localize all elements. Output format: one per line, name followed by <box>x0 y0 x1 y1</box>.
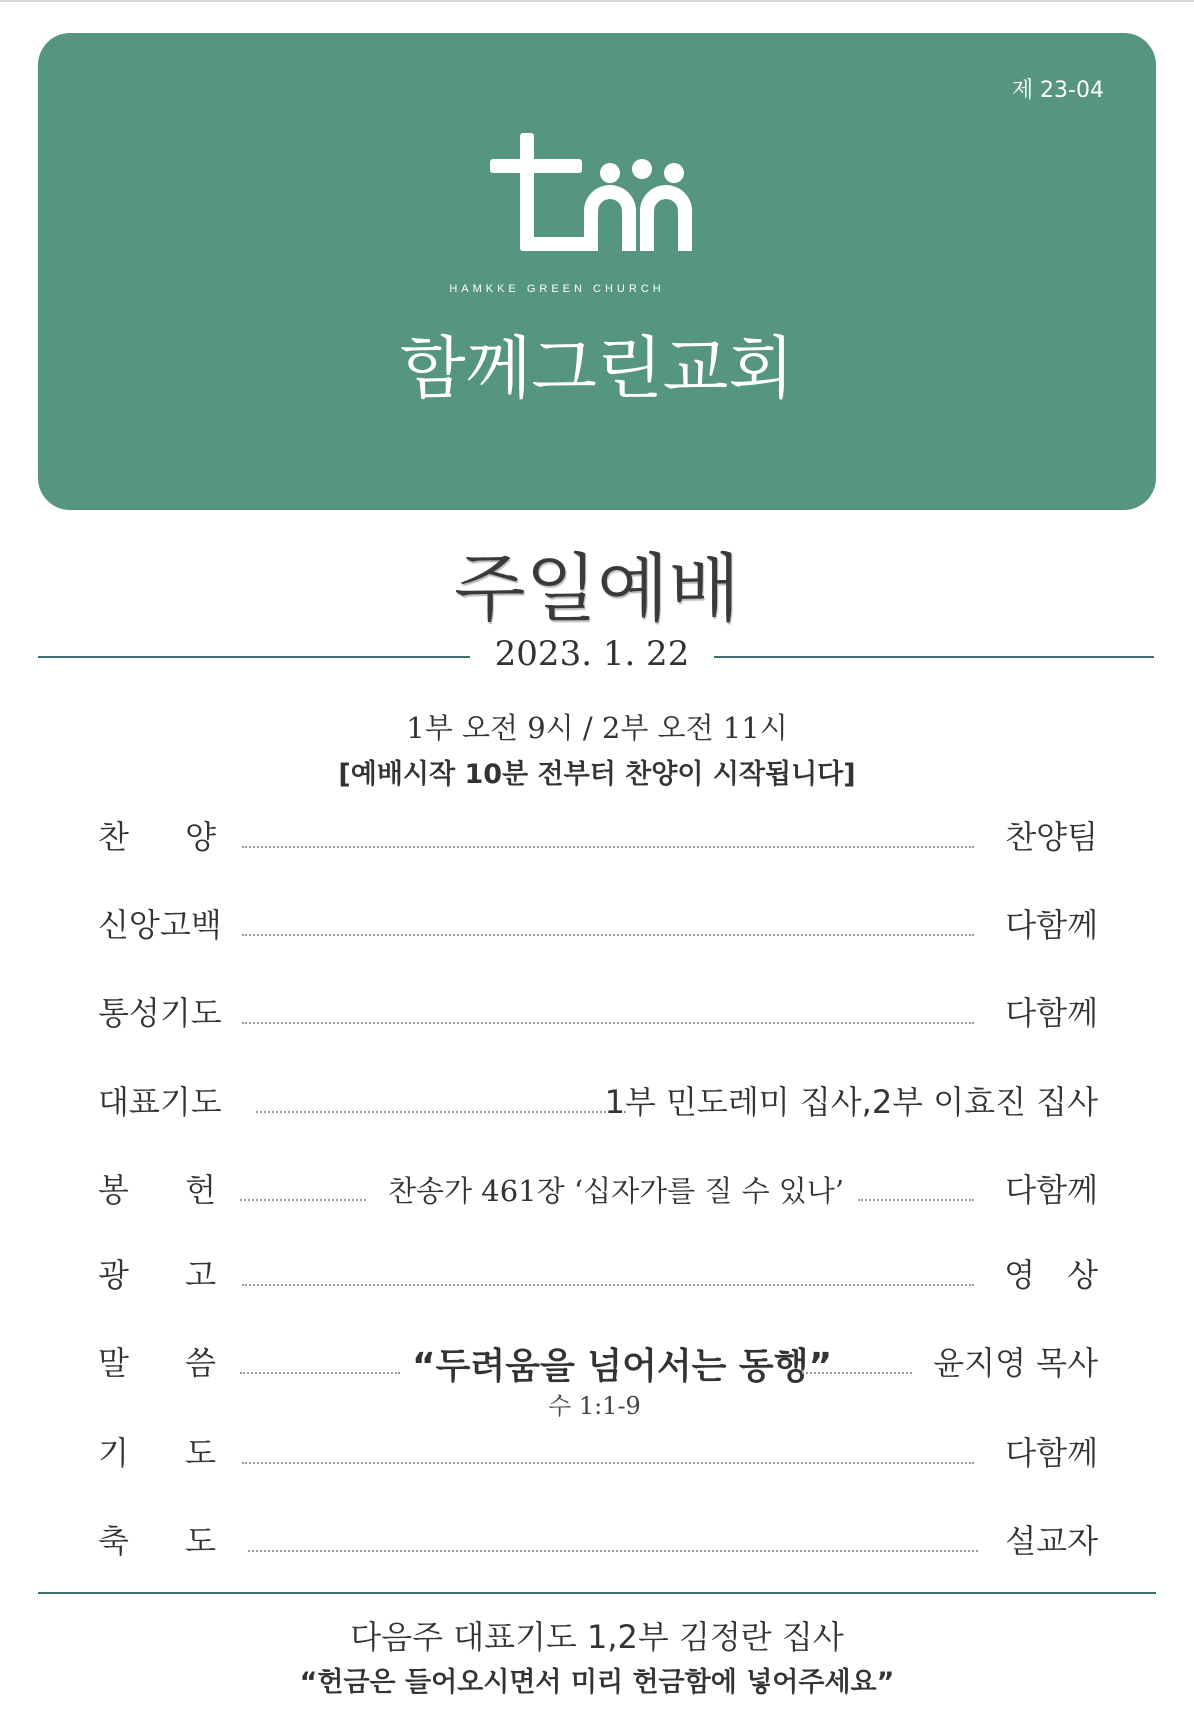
offering-notice: “헌금은 들어오시면서 미리 헌금함에 넣어주세요” <box>299 1667 895 1698</box>
order-row-creed <box>0 900 1194 960</box>
dotted-leader <box>242 846 974 848</box>
next-week-prayer: 다음주 대표기도 1,2부 김정란 집사 <box>350 1618 844 1656</box>
dotted-leader <box>240 1372 400 1374</box>
order-value: 1부 민도레미 집사,2부 이효진 집사 <box>604 1083 1098 1121</box>
order-value: 다함께 <box>1005 1171 1098 1209</box>
order-label: 기 도 <box>98 1434 216 1472</box>
order-row-offering <box>0 1165 1194 1225</box>
top-border <box>0 0 1194 2</box>
order-label: 통 성 기 도 <box>98 994 222 1032</box>
order-value: 다함께 <box>1005 906 1098 944</box>
dotted-leader <box>802 1372 912 1374</box>
date-divider-right <box>714 656 1154 658</box>
order-label: 찬 양 <box>98 818 216 856</box>
dotted-leader <box>242 1022 974 1024</box>
order-row-benediction <box>0 1516 1194 1576</box>
order-label: 말 씀 <box>98 1344 216 1382</box>
order-row-unison-prayer <box>0 988 1194 1048</box>
order-row-praise <box>0 812 1194 872</box>
order-value: 윤지영 목사 <box>933 1344 1098 1382</box>
order-label: 광 고 <box>98 1256 216 1294</box>
order-label: 봉 헌 <box>98 1171 216 1209</box>
order-row-prayer <box>0 1428 1194 1488</box>
order-value: 영 상 <box>1004 1256 1098 1294</box>
order-label: 축 도 <box>98 1522 216 1560</box>
service-title: 주일예배 <box>454 546 740 632</box>
dotted-leader <box>242 1284 974 1286</box>
dotted-leader <box>242 934 974 936</box>
issue-number: 제 23-04 <box>1011 78 1104 103</box>
order-value: 설교자 <box>1005 1522 1098 1560</box>
dotted-leader <box>242 1462 974 1464</box>
sermon-scripture: 수 1:1-9 <box>548 1392 641 1420</box>
service-date: 2023. 1. 22 <box>494 634 690 674</box>
footer-divider <box>38 1592 1156 1594</box>
order-row-sermon <box>0 1338 1194 1420</box>
dotted-leader <box>248 1550 978 1552</box>
order-label: 신 앙 고 백 <box>98 906 222 944</box>
sermon-title: “두려움을 넘어서는 동행” <box>412 1346 833 1387</box>
order-row-announcements <box>0 1250 1194 1310</box>
dotted-leader <box>240 1199 366 1201</box>
service-times: 1부 오전 9시 / 2부 오전 11시 <box>406 711 788 745</box>
date-divider-left <box>38 656 470 658</box>
order-value: 다함께 <box>1005 994 1098 1032</box>
dotted-leader <box>256 1111 626 1113</box>
order-row-representative-prayer <box>0 1077 1194 1137</box>
church-logo-icon <box>490 133 730 263</box>
dotted-leader <box>858 1199 974 1201</box>
logo-subtitle: HAMKKE GREEN CHURCH <box>449 283 665 295</box>
church-name: 함께그린교회 <box>399 330 795 409</box>
order-value: 찬양팀 <box>1005 818 1098 856</box>
service-notice: [예배시작 10분 전부터 찬양이 시작됩니다] <box>338 759 856 790</box>
order-value: 다함께 <box>1005 1434 1098 1472</box>
header-banner <box>38 33 1156 510</box>
order-label: 대 표 기 도 <box>98 1083 222 1121</box>
offering-hymn: 찬송가 461장 ‘십자가를 질 수 있나’ <box>388 1174 845 1208</box>
